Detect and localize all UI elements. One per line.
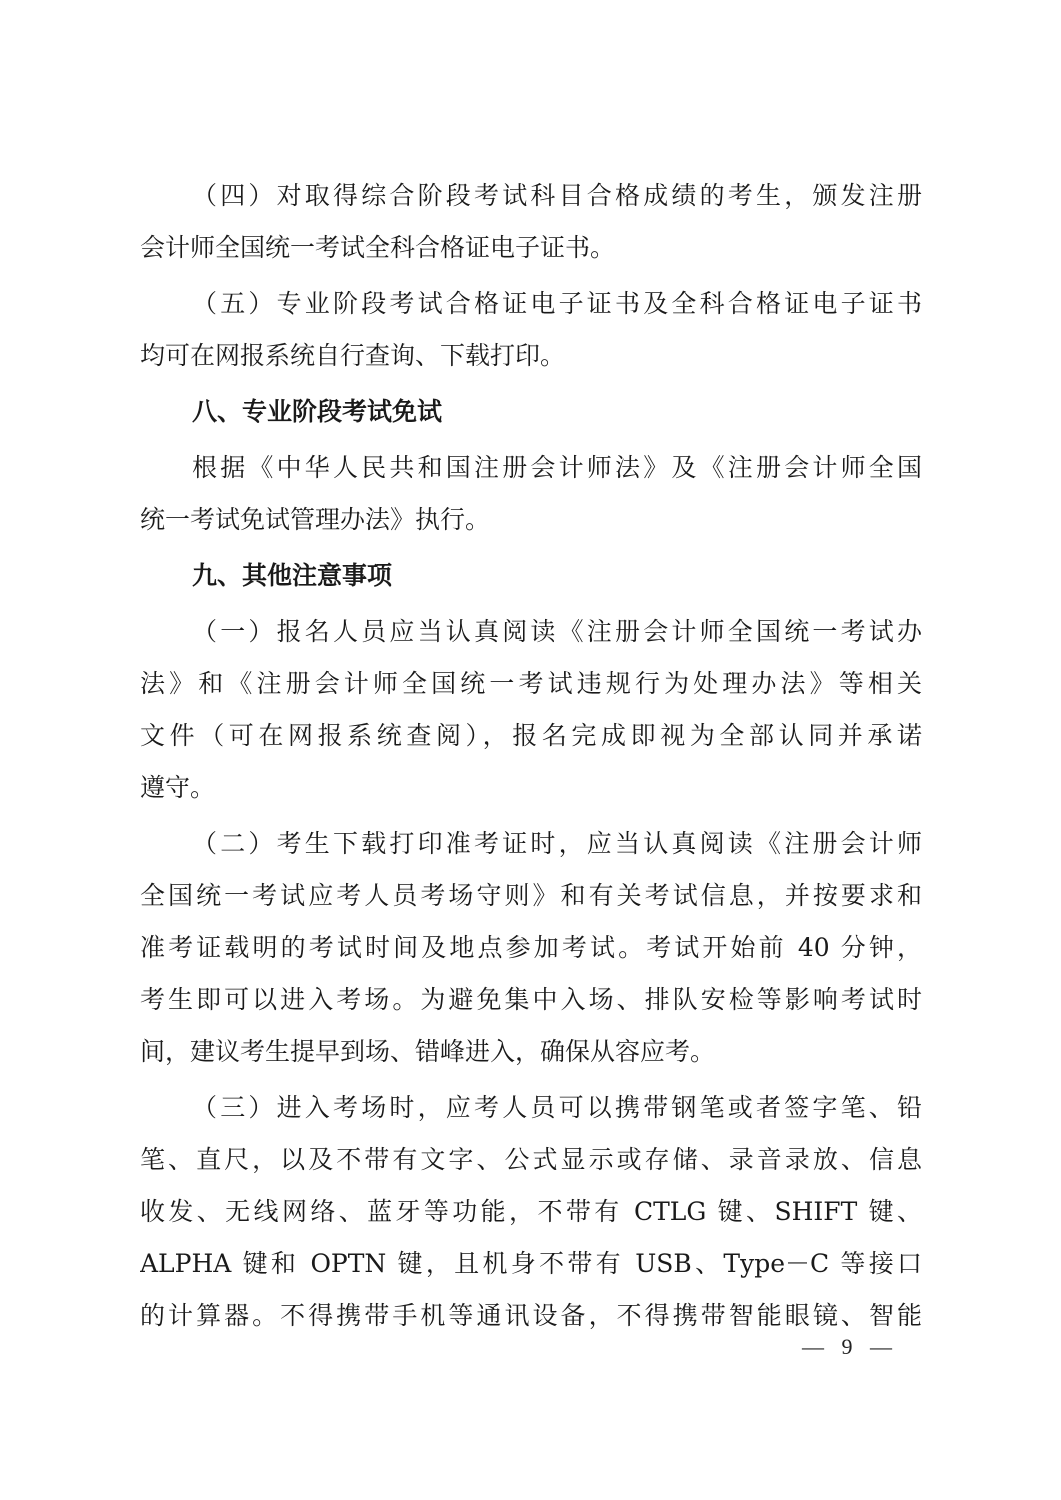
notice-3-line-4: ALPHA 键和 OPTN 键，且机身不带有 USB、Type－C 等接口 — [140, 1249, 922, 1278]
notice-2-line-4: 考生即可以进入考场。为避免集中入场、排队安检等影响考试时 — [140, 985, 922, 1014]
exemption-paragraph-line-1: 根据《中华人民共和国注册会计师法》及《注册会计师全国 — [192, 453, 922, 482]
paragraph-4-line-1: （四）对取得综合阶段考试科目合格成绩的考生，颁发注册 — [192, 181, 922, 210]
page-number: — 9 — — [802, 1334, 898, 1359]
notice-1-line-2: 法》和《注册会计师全国统一考试违规行为处理办法》等相关 — [140, 669, 922, 698]
exemption-paragraph-line-2: 统一考试免试管理办法》执行。 — [140, 505, 491, 534]
notice-1-line-3: 文件（可在网报系统查阅），报名完成即视为全部认同并承诺 — [140, 721, 922, 750]
section-heading-9: 九、其他注意事项 — [192, 561, 393, 590]
section-heading-8: 八、专业阶段考试免试 — [192, 397, 443, 426]
notice-2-line-1: （二）考生下载打印准考证时，应当认真阅读《注册会计师 — [192, 829, 922, 858]
paragraph-5-line-1: （五）专业阶段考试合格证电子证书及全科合格证电子证书 — [192, 289, 922, 318]
notice-1-line-4: 遵守。 — [140, 773, 216, 802]
notice-2-line-3: 准考证载明的考试时间及地点参加考试。考试开始前 40 分钟， — [140, 933, 922, 962]
notice-1-line-1: （一）报名人员应当认真阅读《注册会计师全国统一考试办 — [192, 617, 922, 646]
notice-3-line-3: 收发、无线网络、蓝牙等功能，不带有 CTLG 键、SHIFT 键、 — [140, 1197, 922, 1226]
paragraph-5-line-2: 均可在网报系统自行查询、下载打印。 — [140, 341, 566, 370]
notice-2-line-5: 间，建议考生提早到场、错峰进入，确保从容应考。 — [140, 1037, 716, 1066]
paragraph-4-line-2: 会计师全国统一考试全科合格证电子证书。 — [140, 233, 616, 262]
notice-3-line-2: 笔、直尺，以及不带有文字、公式显示或存储、录音录放、信息 — [140, 1145, 922, 1174]
body-text — [140, 170, 922, 1342]
notice-3-line-5: 的计算器。不得携带手机等通讯设备，不得携带智能眼镜、智能 — [140, 1301, 922, 1330]
notice-2-line-2: 全国统一考试应考人员考场守则》和有关考试信息，并按要求和 — [140, 881, 922, 910]
notice-3-line-1: （三）进入考场时，应考人员可以携带钢笔或者签字笔、铅 — [192, 1093, 922, 1122]
